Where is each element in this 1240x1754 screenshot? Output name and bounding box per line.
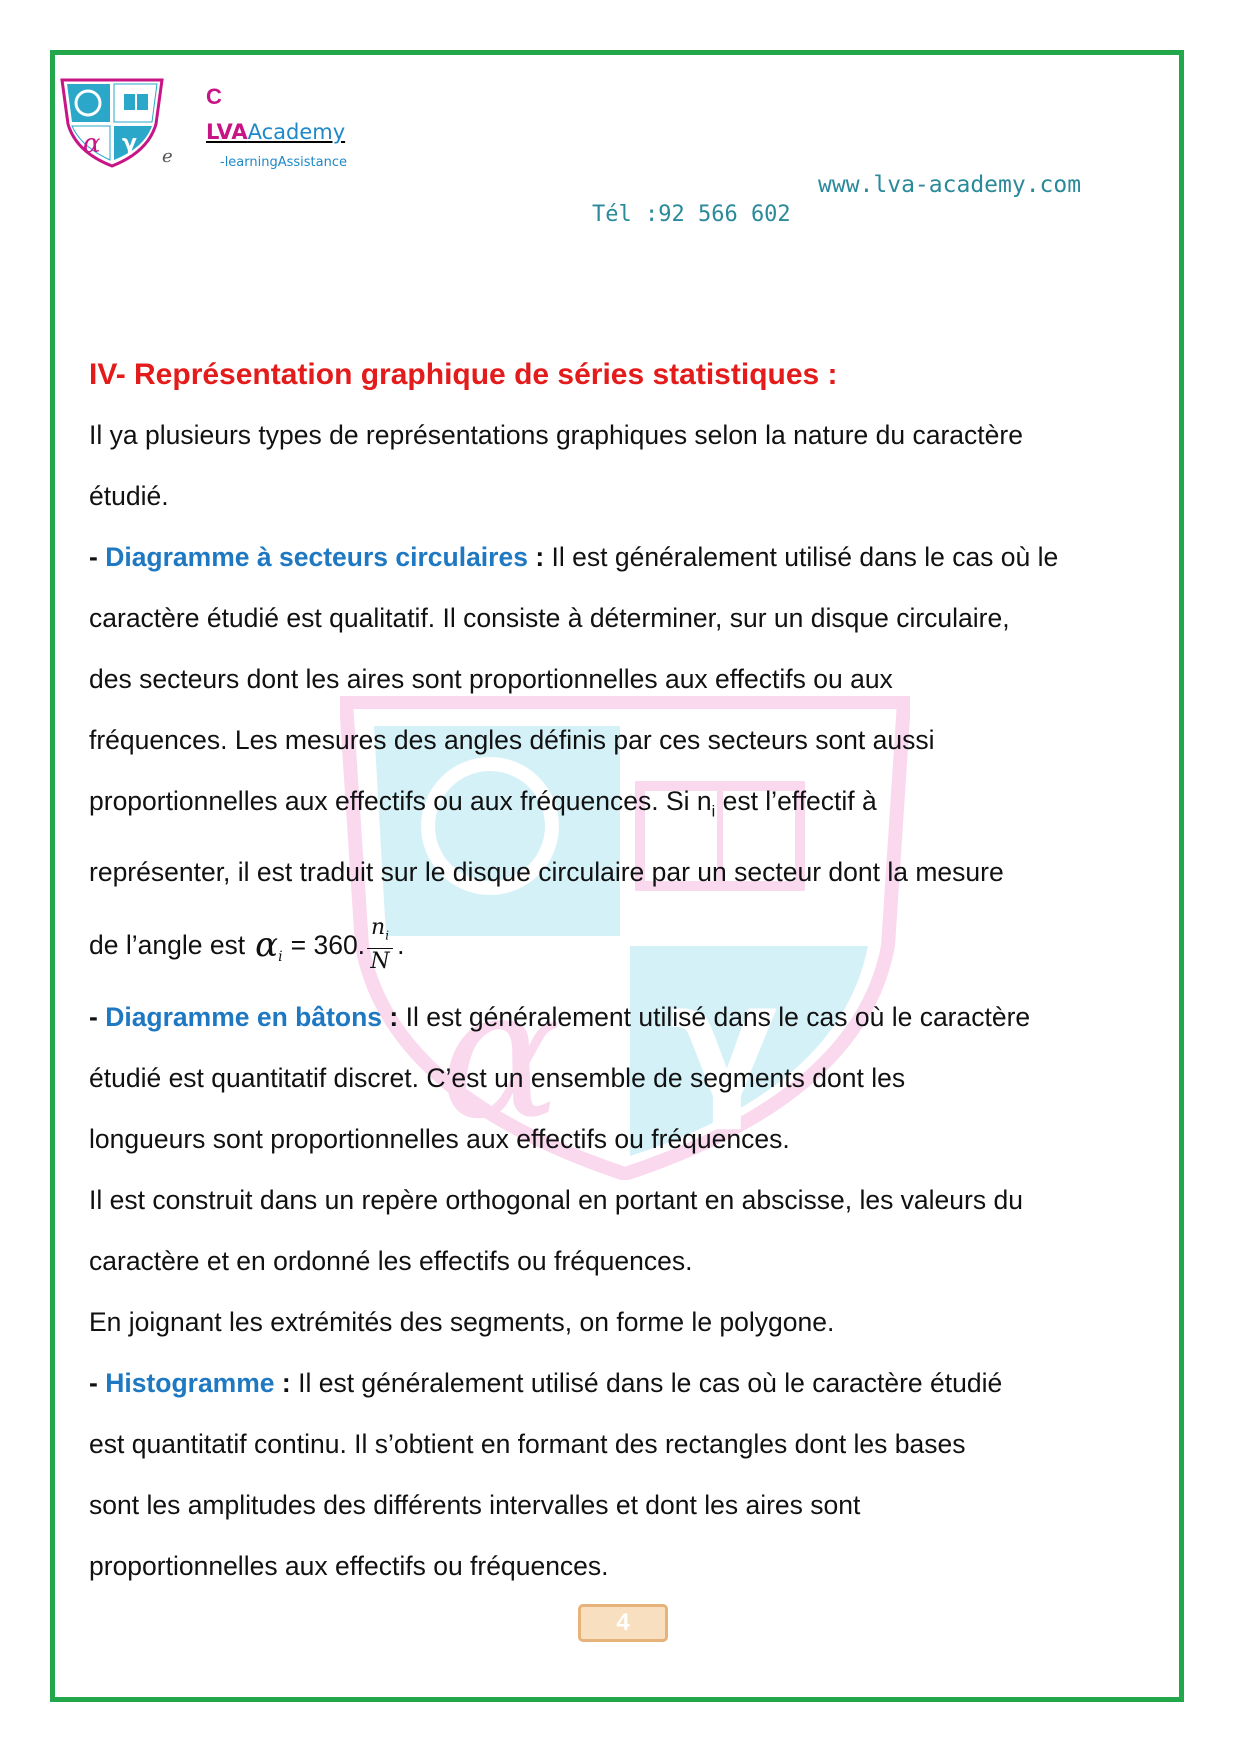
bullet-dash: - bbox=[89, 1002, 106, 1033]
bar-line-3: longueurs sont proportionnelles aux effectifs ou fréquences. bbox=[89, 1124, 790, 1155]
website-url[interactable]: www.lva-academy.com bbox=[818, 172, 1082, 198]
page-number: 4 bbox=[578, 1604, 668, 1642]
main-content bbox=[89, 345, 1169, 1597]
bar-chart-definition bbox=[89, 987, 1169, 1048]
formula-numerator-n: n bbox=[371, 915, 386, 941]
section-heading: IV- Représentation graphique de séries statistiques : bbox=[89, 358, 838, 391]
angle-formula bbox=[255, 915, 404, 975]
pie-line-5 bbox=[89, 771, 1169, 842]
intro-line-2: étudié. bbox=[89, 481, 169, 511]
angle-formula-line bbox=[89, 903, 1169, 987]
histogram-line-4: proportionnelles aux effectifs ou fréquences. bbox=[89, 1551, 609, 1582]
svg-text:α: α bbox=[83, 129, 101, 159]
pie-line-5-a: proportionnelles aux effectifs ou aux fréquences. Si n bbox=[89, 786, 712, 816]
formula-alpha-index: i bbox=[278, 949, 283, 966]
histogram-term: Histogramme bbox=[105, 1368, 275, 1399]
brand-suffix: Academy bbox=[247, 120, 346, 144]
formula-numerator bbox=[367, 915, 393, 949]
bullet-dash: - bbox=[89, 542, 106, 572]
intro-line-1: Il ya plusieurs types de représentations graphiques selon la nature du caractère bbox=[89, 420, 1023, 450]
pie-line-1-rest: Il est généralement utilisé dans le cas où le bbox=[544, 542, 1059, 572]
bar-line-5: caractère et en ordonné les effectifs ou fréquences. bbox=[89, 1246, 693, 1277]
bullet-dash: - bbox=[89, 1368, 106, 1399]
pie-chart-definition bbox=[89, 527, 1169, 588]
formula-equals: = 360. bbox=[290, 929, 366, 960]
histogram-line-2: est quantitatif continu. Il s’obtient en formant des rectangles dont les bases bbox=[89, 1429, 966, 1460]
formula-fraction bbox=[367, 915, 393, 975]
bar-line-4: Il est construit dans un repère orthogonal en portant en abscisse, les valeurs du bbox=[89, 1185, 1023, 1216]
brand-tagline: -learningAssistance bbox=[220, 155, 347, 170]
term-colon: : bbox=[274, 1368, 291, 1399]
phone-number: Tél :92 566 602 bbox=[592, 202, 791, 227]
pie-line-5-sub: i bbox=[711, 803, 716, 821]
histogram-definition bbox=[89, 1353, 1169, 1414]
bar-line-6: En joignant les extrémités des segments, on forme le polygone. bbox=[89, 1307, 835, 1338]
svg-text:γ: γ bbox=[670, 947, 779, 1134]
logo-e-letter: e bbox=[162, 146, 173, 167]
histogram-line-3: sont les amplitudes des différents intervalles et dont les aires sont bbox=[89, 1490, 861, 1521]
pie-chart-term: Diagramme à secteurs circulaires bbox=[105, 542, 528, 572]
formula-prefix: de l’angle est bbox=[89, 929, 246, 960]
pie-line-2: caractère étudié est qualitatif. Il consiste à déterminer, sur un disque circulaire, bbox=[89, 603, 1010, 633]
pie-line-6: représenter, il est traduit sur le disque circulaire par un secteur dont la mesure bbox=[89, 857, 1004, 888]
formula-denominator: N bbox=[370, 949, 390, 975]
term-colon: : bbox=[527, 542, 545, 572]
histogram-line-1-rest: Il est généralement utilisé dans le cas où le caractère étudié bbox=[290, 1368, 1003, 1399]
brand-prefix: LVA bbox=[206, 120, 248, 144]
bar-line-1-rest: Il est généralement utilisé dans le cas où le caractère bbox=[398, 1002, 1031, 1033]
pie-line-3: des secteurs dont les aires sont proportionnelles aux effectifs ou aux bbox=[89, 664, 893, 694]
formula-alpha: α bbox=[255, 925, 279, 966]
svg-text:α: α bbox=[440, 950, 562, 1159]
formula-numerator-index: i bbox=[385, 928, 390, 943]
brand-name bbox=[206, 120, 345, 144]
pie-line-5-b: est l’effectif à bbox=[715, 786, 877, 816]
lva-academy-logo bbox=[58, 76, 166, 168]
bar-chart-term: Diagramme en bâtons bbox=[105, 1002, 383, 1033]
term-colon: : bbox=[382, 1002, 399, 1033]
svg-text:γ: γ bbox=[122, 131, 137, 156]
pie-line-4: fréquences. Les mesures des angles définis par ces secteurs sont aussi bbox=[89, 725, 935, 755]
formula-end: . bbox=[397, 929, 405, 960]
bar-line-2: étudié est quantitatif discret. C’est un ensemble de segments dont les bbox=[89, 1063, 906, 1094]
brand-letter: C bbox=[206, 84, 222, 109]
